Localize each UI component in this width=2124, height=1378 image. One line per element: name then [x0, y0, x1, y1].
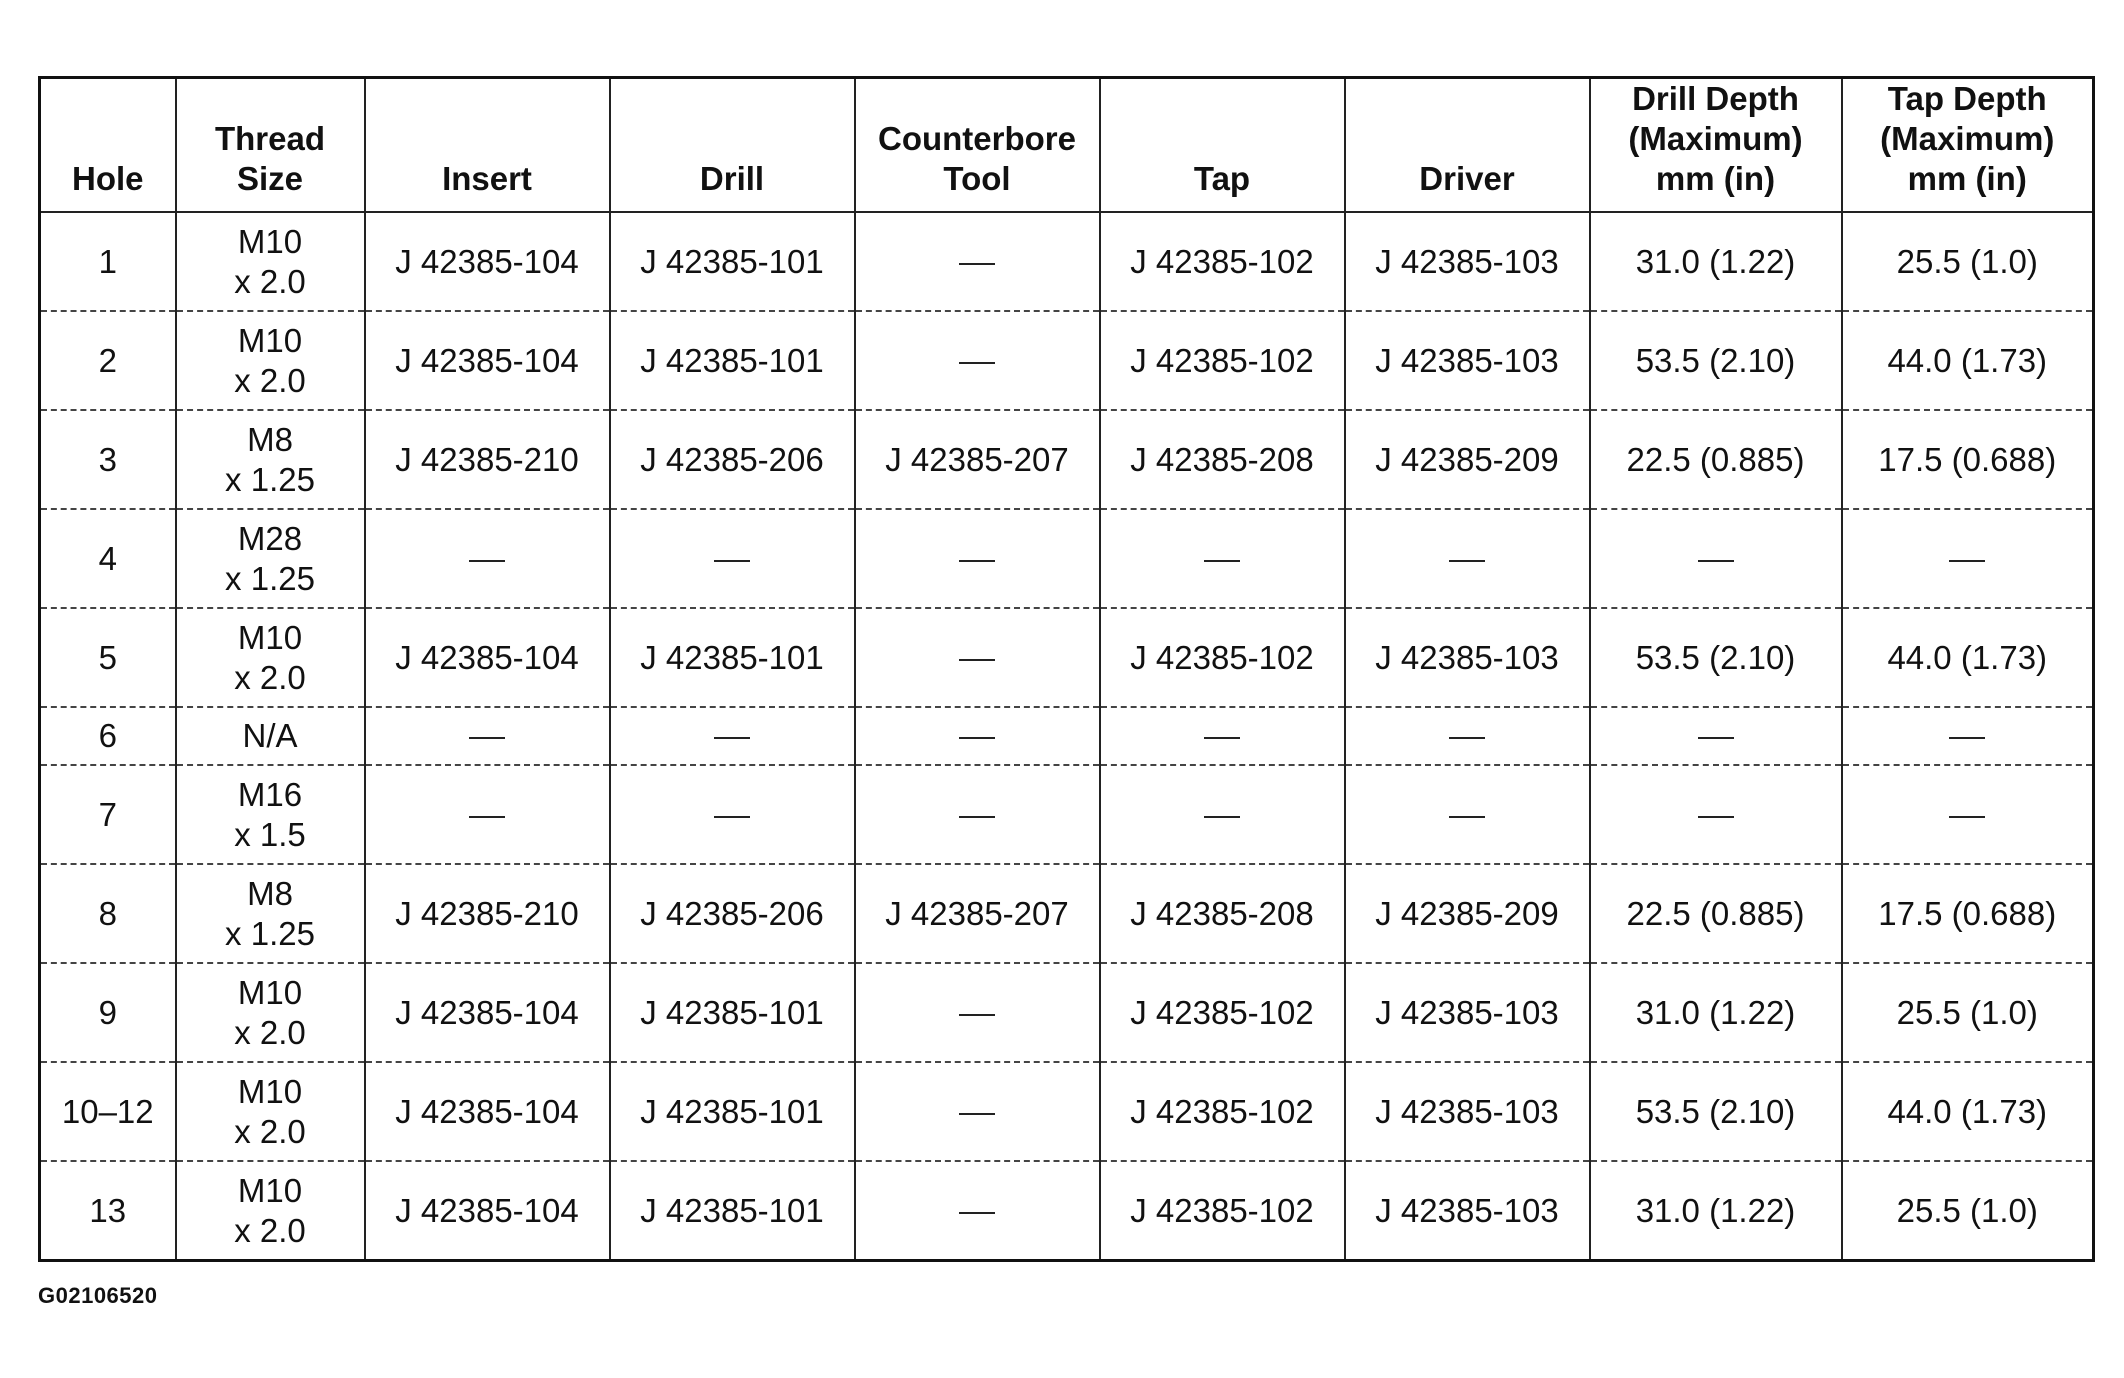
column-header-line: Insert [442, 160, 532, 197]
cell-value: 53.5 (2.10) [1635, 341, 1796, 379]
column-header-driver [1345, 78, 1590, 213]
column-header-line: Tap [1193, 160, 1251, 197]
cell-value: J 42385-207 [885, 440, 1069, 478]
cell-value: 5 [98, 638, 117, 676]
cell-line: M28 [237, 519, 303, 557]
column-header-counterbore-tool [855, 78, 1100, 213]
column-header-line: Size [236, 160, 304, 197]
empty-dash [959, 1212, 995, 1214]
cell-insert [365, 707, 610, 765]
column-header-line: mm (in) [1907, 160, 2027, 197]
cell-tap-depth [1842, 1161, 2094, 1261]
cell-insert [365, 212, 610, 311]
cell-thread-size [176, 765, 365, 864]
cell-value: 1 [98, 242, 117, 280]
cell-tap-depth [1842, 707, 2094, 765]
cell-tap-depth [1842, 212, 2094, 311]
cell-thread-size [176, 509, 365, 608]
cell-value: J 42385-102 [1130, 1092, 1314, 1130]
cell-value: J 42385-104 [395, 638, 579, 676]
cell-counterbore-tool [855, 608, 1100, 707]
cell-tap [1100, 1161, 1345, 1261]
cell-thread-size [176, 963, 365, 1062]
cell-value: 53.5 (2.10) [1635, 638, 1796, 676]
cell-value: 22.5 (0.885) [1626, 440, 1805, 478]
cell-line: M10 [237, 222, 303, 260]
cell-counterbore-tool [855, 1062, 1100, 1161]
cell-drill [610, 707, 855, 765]
empty-dash [959, 737, 995, 739]
cell-line: M8 [247, 420, 293, 458]
cell-line: x 1.5 [234, 815, 306, 853]
column-header-line: Hole [71, 160, 144, 197]
empty-dash [714, 737, 750, 739]
cell-hole [40, 864, 176, 963]
empty-dash [1949, 737, 1985, 739]
table-row [40, 765, 2094, 864]
cell-driver [1345, 311, 1590, 410]
cell-value: J 42385-102 [1130, 341, 1314, 379]
cell-line: N/A [242, 717, 298, 754]
empty-dash [1698, 560, 1734, 562]
cell-value: J 42385-103 [1375, 638, 1559, 676]
cell-value: 9 [98, 993, 117, 1031]
cell-drill-depth [1590, 1161, 1842, 1261]
cell-value: J 42385-101 [640, 341, 824, 379]
cell-counterbore-tool [855, 410, 1100, 509]
cell-value: J 42385-102 [1130, 993, 1314, 1031]
cell-drill-depth [1590, 509, 1842, 608]
cell-value: 31.0 (1.22) [1635, 242, 1796, 280]
column-header-line: Driver [1419, 160, 1515, 197]
empty-dash [1449, 737, 1485, 739]
cell-driver [1345, 212, 1590, 311]
cell-thread-size [176, 608, 365, 707]
cell-line: M8 [247, 874, 293, 912]
table-row [40, 707, 2094, 765]
cell-value: J 42385-104 [395, 341, 579, 379]
cell-value: J 42385-209 [1375, 440, 1559, 478]
cell-line: M10 [237, 973, 303, 1011]
cell-tap [1100, 1062, 1345, 1161]
column-header-drill-depth [1590, 78, 1842, 213]
empty-dash [469, 737, 505, 739]
cell-tap [1100, 410, 1345, 509]
cell-line: x 2.0 [234, 1112, 306, 1150]
cell-counterbore-tool [855, 963, 1100, 1062]
cell-hole [40, 1161, 176, 1261]
cell-drill [610, 212, 855, 311]
cell-value: 6 [98, 717, 117, 754]
cell-line: M10 [237, 1072, 303, 1110]
cell-driver [1345, 707, 1590, 765]
table-body [40, 212, 2094, 1261]
cell-hole [40, 311, 176, 410]
column-header-line: (Maximum) [1628, 120, 1803, 157]
cell-value: J 42385-104 [395, 1092, 579, 1130]
cell-line: x 2.0 [234, 1013, 306, 1051]
cell-drill-depth [1590, 1062, 1842, 1161]
empty-dash [959, 560, 995, 562]
empty-dash [959, 263, 995, 265]
cell-tap-depth [1842, 963, 2094, 1062]
cell-value: 44.0 (1.73) [1887, 1092, 2048, 1130]
cell-value: J 42385-104 [395, 242, 579, 280]
empty-dash [959, 659, 995, 661]
cell-counterbore-tool [855, 509, 1100, 608]
cell-value: J 42385-104 [395, 993, 579, 1031]
cell-value: J 42385-103 [1375, 242, 1559, 280]
cell-value: 31.0 (1.22) [1635, 993, 1796, 1031]
cell-value: 25.5 (1.0) [1896, 993, 2038, 1031]
cell-insert [365, 1062, 610, 1161]
empty-dash [1949, 816, 1985, 818]
cell-value: J 42385-207 [885, 894, 1069, 932]
cell-value: J 42385-102 [1130, 242, 1314, 280]
cell-value: 22.5 (0.885) [1626, 894, 1805, 932]
table-header [40, 78, 2094, 213]
cell-thread-size [176, 1161, 365, 1261]
cell-line: M10 [237, 1171, 303, 1209]
column-header-line: mm (in) [1655, 160, 1776, 197]
column-header-line: (Maximum) [1880, 120, 2055, 157]
cell-driver [1345, 1062, 1590, 1161]
cell-hole [40, 509, 176, 608]
cell-line: x 1.25 [225, 559, 315, 597]
cell-drill-depth [1590, 864, 1842, 963]
cell-tap [1100, 608, 1345, 707]
cell-counterbore-tool [855, 765, 1100, 864]
cell-value: 25.5 (1.0) [1896, 1191, 2038, 1229]
empty-dash [1698, 816, 1734, 818]
cell-insert [365, 509, 610, 608]
empty-dash [1204, 816, 1240, 818]
empty-dash [959, 1014, 995, 1016]
cell-thread-size [176, 864, 365, 963]
cell-value: 44.0 (1.73) [1887, 638, 2048, 676]
cell-value: J 42385-103 [1375, 1092, 1559, 1130]
cell-tap [1100, 509, 1345, 608]
cell-value: J 42385-103 [1375, 341, 1559, 379]
cell-value: 4 [98, 539, 117, 577]
cell-tap-depth [1842, 410, 2094, 509]
cell-line: M10 [237, 618, 303, 656]
cell-drill-depth [1590, 410, 1842, 509]
cell-driver [1345, 608, 1590, 707]
column-header-line: Drill Depth [1632, 80, 1799, 117]
empty-dash [1204, 560, 1240, 562]
cell-drill [610, 311, 855, 410]
cell-drill [610, 608, 855, 707]
thread-repair-tool-table [38, 76, 2095, 1262]
table-row [40, 212, 2094, 311]
column-header-line: Drill [699, 160, 765, 197]
empty-dash [959, 362, 995, 364]
cell-hole [40, 212, 176, 311]
cell-drill [610, 765, 855, 864]
cell-insert [365, 410, 610, 509]
cell-value: 53.5 (2.10) [1635, 1092, 1796, 1130]
cell-driver [1345, 765, 1590, 864]
table-row [40, 410, 2094, 509]
cell-tap [1100, 707, 1345, 765]
cell-value: J 42385-208 [1130, 440, 1314, 478]
cell-line: x 2.0 [234, 1211, 306, 1249]
table-row [40, 963, 2094, 1062]
cell-tap-depth [1842, 509, 2094, 608]
cell-value: 3 [98, 440, 117, 478]
table-row [40, 608, 2094, 707]
cell-tap [1100, 212, 1345, 311]
cell-driver [1345, 963, 1590, 1062]
cell-line: x 2.0 [234, 262, 306, 300]
cell-drill-depth [1590, 311, 1842, 410]
tool-table-container [38, 76, 2092, 1262]
table-row [40, 311, 2094, 410]
cell-value: J 42385-101 [640, 242, 824, 280]
cell-tap-depth [1842, 864, 2094, 963]
cell-counterbore-tool [855, 212, 1100, 311]
cell-value: 44.0 (1.73) [1887, 341, 2048, 379]
column-header-line: Counterbore [878, 120, 1076, 157]
cell-driver [1345, 864, 1590, 963]
header-row [40, 78, 2094, 213]
empty-dash [959, 1113, 995, 1115]
empty-dash [1449, 816, 1485, 818]
cell-value: J 42385-101 [640, 993, 824, 1031]
cell-value: 13 [89, 1191, 127, 1229]
cell-insert [365, 765, 610, 864]
cell-tap [1100, 864, 1345, 963]
cell-hole [40, 410, 176, 509]
cell-value: 17.5 (0.688) [1878, 440, 2057, 478]
empty-dash [1698, 737, 1734, 739]
column-header-line: Thread [214, 120, 326, 157]
figure-id: G02106520 [38, 1283, 158, 1308]
cell-line: M16 [237, 775, 303, 813]
column-header-tap [1100, 78, 1345, 213]
cell-value: J 42385-104 [395, 1191, 579, 1229]
empty-dash [714, 560, 750, 562]
table-row [40, 1161, 2094, 1261]
cell-drill-depth [1590, 707, 1842, 765]
cell-tap-depth [1842, 608, 2094, 707]
cell-value: J 42385-210 [395, 894, 579, 932]
cell-value: J 42385-210 [395, 440, 579, 478]
cell-value: J 42385-209 [1375, 894, 1559, 932]
cell-drill [610, 963, 855, 1062]
cell-value: J 42385-101 [640, 1092, 824, 1130]
cell-value: 10–12 [61, 1092, 154, 1130]
cell-drill-depth [1590, 212, 1842, 311]
column-header-line: Tool [943, 160, 1011, 197]
cell-tap [1100, 765, 1345, 864]
cell-counterbore-tool [855, 1161, 1100, 1261]
cell-insert [365, 608, 610, 707]
cell-driver [1345, 1161, 1590, 1261]
cell-value: J 42385-101 [640, 1191, 824, 1229]
cell-value: 7 [98, 795, 117, 833]
cell-counterbore-tool [855, 311, 1100, 410]
cell-thread-size [176, 212, 365, 311]
cell-counterbore-tool [855, 707, 1100, 765]
cell-tap-depth [1842, 765, 2094, 864]
cell-hole [40, 608, 176, 707]
cell-tap-depth [1842, 1062, 2094, 1161]
cell-hole [40, 963, 176, 1062]
empty-dash [714, 816, 750, 818]
cell-drill [610, 864, 855, 963]
column-header-tap-depth [1842, 78, 2094, 213]
cell-tap-depth [1842, 311, 2094, 410]
cell-drill-depth [1590, 963, 1842, 1062]
cell-value: J 42385-103 [1375, 1191, 1559, 1229]
cell-value: 17.5 (0.688) [1878, 894, 2057, 932]
column-header-line: Tap Depth [1887, 80, 2047, 117]
empty-dash [1949, 560, 1985, 562]
cell-drill-depth [1590, 608, 1842, 707]
cell-insert [365, 963, 610, 1062]
cell-value: J 42385-206 [640, 894, 824, 932]
column-header-insert [365, 78, 610, 213]
cell-line: M10 [237, 321, 303, 359]
cell-value: J 42385-102 [1130, 638, 1314, 676]
column-header-hole [40, 78, 176, 213]
cell-insert [365, 311, 610, 410]
table-row [40, 509, 2094, 608]
cell-value: J 42385-208 [1130, 894, 1314, 932]
cell-drill [610, 509, 855, 608]
cell-drill-depth [1590, 765, 1842, 864]
cell-value: 25.5 (1.0) [1896, 242, 2038, 280]
cell-drill [610, 410, 855, 509]
cell-thread-size [176, 1062, 365, 1161]
cell-value: J 42385-101 [640, 638, 824, 676]
empty-dash [1204, 737, 1240, 739]
cell-value: J 42385-206 [640, 440, 824, 478]
cell-value: 8 [98, 894, 117, 932]
empty-dash [469, 816, 505, 818]
cell-hole [40, 1062, 176, 1161]
cell-line: x 1.25 [225, 460, 315, 498]
cell-value: J 42385-103 [1375, 993, 1559, 1031]
cell-hole [40, 707, 176, 765]
cell-drill [610, 1161, 855, 1261]
cell-thread-size [176, 410, 365, 509]
cell-thread-size [176, 707, 365, 765]
cell-hole [40, 765, 176, 864]
cell-line: x 1.25 [225, 914, 315, 952]
empty-dash [959, 816, 995, 818]
cell-tap [1100, 311, 1345, 410]
cell-counterbore-tool [855, 864, 1100, 963]
cell-insert [365, 1161, 610, 1261]
empty-dash [1449, 560, 1485, 562]
table-row [40, 864, 2094, 963]
cell-line: x 2.0 [234, 361, 306, 399]
empty-dash [469, 560, 505, 562]
cell-insert [365, 864, 610, 963]
cell-tap [1100, 963, 1345, 1062]
cell-value: 2 [98, 341, 117, 379]
cell-value: 31.0 (1.22) [1635, 1191, 1796, 1229]
cell-thread-size [176, 311, 365, 410]
cell-driver [1345, 509, 1590, 608]
column-header-drill [610, 78, 855, 213]
cell-drill [610, 1062, 855, 1161]
column-header-thread-size [176, 78, 365, 213]
cell-driver [1345, 410, 1590, 509]
cell-line: x 2.0 [234, 658, 306, 696]
table-row [40, 1062, 2094, 1161]
cell-value: J 42385-102 [1130, 1191, 1314, 1229]
